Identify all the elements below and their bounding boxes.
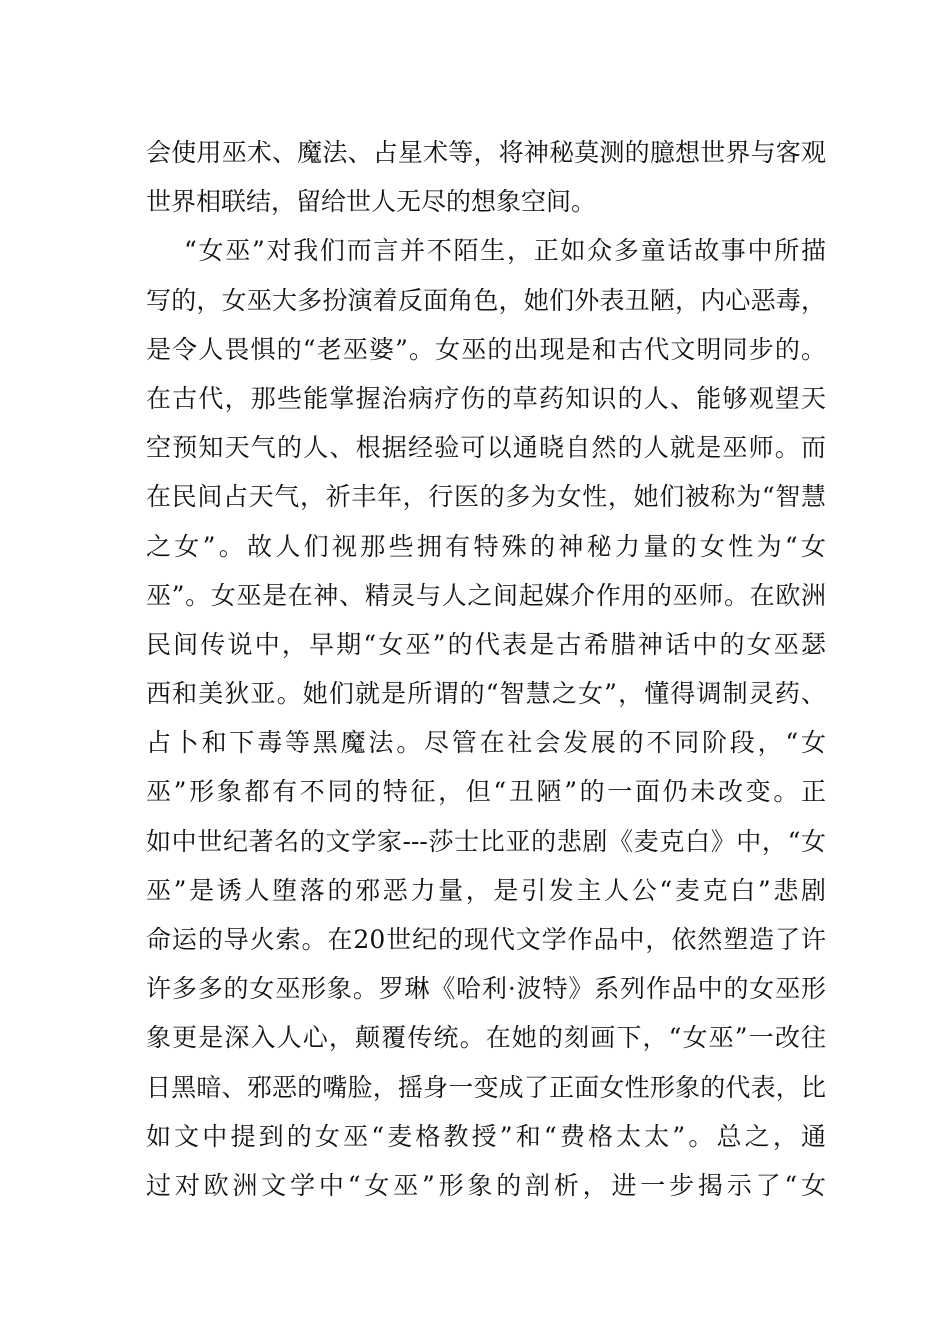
text-line: 民间传说中，早期“女巫”的代表是古希腊神话中的女巫瑟: [146, 629, 826, 659]
text-line: 西和美狄亚。她们就是所谓的“智慧之女”，懂得调制灵药、: [146, 679, 826, 709]
body-text: [146, 128, 826, 1210]
text-line: 如文中提到的女巫“麦格教授”和“费格太太”。总之，通: [146, 1121, 826, 1151]
text-line: 占卜和下毒等黑魔法。尽管在社会发展的不同阶段，“女: [146, 728, 826, 758]
text-line: 巫”是诱人堕落的邪恶力量，是引发主人公“麦克白”悲剧: [146, 875, 826, 905]
text-line: 在民间占天气，祈丰年，行医的多为女性，她们被称为“智慧: [146, 482, 826, 512]
text-line: 世界相联结，留给世人无尽的想象空间。: [146, 187, 597, 217]
text-line: 命运的导火索。在20世纪的现代文学作品中，依然塑造了许: [146, 925, 826, 954]
text-line: 过对欧洲文学中“女巫”形象的剖析，进一步揭示了“女: [146, 1170, 826, 1200]
text-line: 会使用巫术、魔法、占星术等，将神秘莫测的臆想世界与客观: [146, 138, 826, 167]
text-line: 之女”。故人们视那些拥有特殊的神秘力量的女性为“女: [146, 531, 826, 561]
text-line: 在古代，那些能掌握治病疗伤的草药知识的人、能够观望天: [146, 383, 826, 413]
text-line: 日黑暗、邪恶的嘴脸，摇身一变成了正面女性形象的代表，比: [146, 1072, 826, 1102]
text-line: 是令人畏惧的“老巫婆”。女巫的出现是和古代文明同步的。: [146, 334, 826, 364]
text-line: 巫”形象都有不同的特征，但“丑陋”的一面仍未改变。正: [146, 777, 826, 807]
text-line: 写的，女巫大多扮演着反面角色，她们外表丑陋，内心恶毒，: [146, 285, 826, 315]
text-line: 象更是深入人心，颠覆传统。在她的刻画下，“女巫”一改往: [146, 1023, 826, 1053]
text-line: 如中世纪著名的文学家---莎士比亚的悲剧《麦克白》中，“女: [146, 826, 826, 856]
text-line: 许多多的女巫形象。罗琳《哈利·波特》系列作品中的女巫形: [146, 974, 826, 1004]
text-line: 巫”。女巫是在神、精灵与人之间起媒介作用的巫师。在欧洲: [146, 580, 826, 610]
text-line: 空预知天气的人、根据经验可以通晓自然的人就是巫师。而: [146, 433, 826, 463]
paragraph-first-line: “女巫”对我们而言并不陌生，正如众多童话故事中所描: [184, 236, 826, 266]
